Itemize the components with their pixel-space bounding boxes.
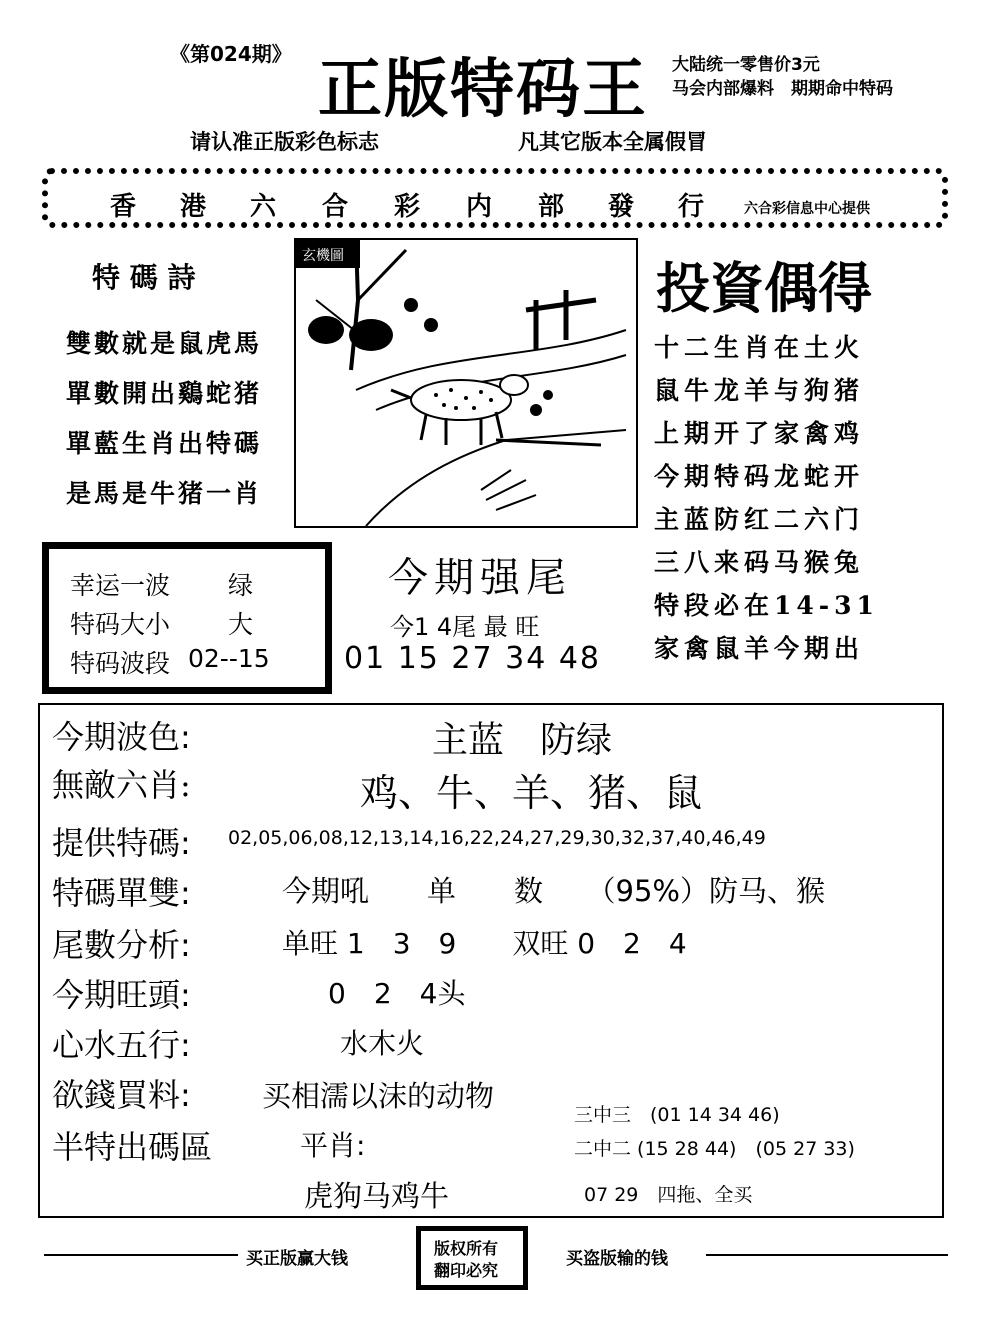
combo-two: 二中二 (15 28 44) (05 27 33) xyxy=(574,1138,855,1160)
poem-title: 特 碼 詩 xyxy=(92,261,196,294)
picture-seal-text: 玄機圖 xyxy=(302,248,344,264)
investment-title: 投資偶得 xyxy=(656,256,872,320)
lucky-value: 绿 xyxy=(228,571,254,600)
tail-analysis-value: 单旺 1 3 9 双旺 0 2 4 xyxy=(282,927,687,960)
banner-char: 香 xyxy=(110,192,137,222)
hot-head-label: 今期旺頭: xyxy=(52,976,191,1014)
flat-zodiac-value: 虎狗马鸡牛 xyxy=(304,1179,450,1213)
price-text: 大陆统一零售价3元 xyxy=(672,55,820,75)
combo-drag: 07 29 四拖、全买 xyxy=(584,1184,753,1206)
issue-number: 《第024期》 xyxy=(170,42,292,66)
lucky-value: 大 xyxy=(228,610,254,639)
lucky-label: 特码波段 xyxy=(70,649,171,678)
investment-line: 特段必在14-31 xyxy=(654,591,879,620)
strong-tail-sub: 今1 4尾 最 旺 xyxy=(390,613,540,641)
investment-line: 三八来码马猴兔 xyxy=(654,548,865,577)
lucky-label: 特码大小 xyxy=(70,610,171,639)
half-special-label: 半特出碼區 xyxy=(52,1128,213,1166)
wave-value: 主蓝 防绿 xyxy=(432,720,613,761)
banner-char: 内 xyxy=(466,192,493,222)
poem-line: 是馬是牛猪一肖 xyxy=(66,479,263,508)
strong-tail-numbers: 01 15 27 34 48 xyxy=(344,641,602,676)
lucky-label: 幸运一波 xyxy=(70,571,171,600)
strong-tail-title: 今期强尾 xyxy=(388,555,572,601)
banner-char: 港 xyxy=(180,192,207,222)
footer-divider-left xyxy=(44,1254,238,1256)
mystery-picture xyxy=(294,238,638,528)
notice-right: 凡其它版本全属假冒 xyxy=(518,130,707,154)
banner-char: 行 xyxy=(678,192,705,222)
parity-value: 今期吼 单 数 （95%）防马、猴 xyxy=(282,874,825,908)
six-zodiac-label: 無敵六肖: xyxy=(52,766,191,804)
banner-char: 六 xyxy=(250,192,277,222)
banner-char: 部 xyxy=(538,192,565,222)
poem-line: 單數開出鷄蛇猪 xyxy=(66,379,263,408)
investment-line: 今期特码龙蛇开 xyxy=(654,462,865,491)
buy-info-label: 欲錢買料: xyxy=(52,1076,191,1114)
banner-provider: 六合彩信息中心提供 xyxy=(744,201,870,217)
investment-line: 主蓝防红二六门 xyxy=(654,505,865,534)
five-elements-value: 水木火 xyxy=(340,1027,425,1060)
parity-label: 特碼單雙: xyxy=(52,874,191,912)
wave-label: 今期波色: xyxy=(52,718,191,756)
footer-left-text: 买正版赢大钱 xyxy=(246,1249,348,1269)
combo-three: 三中三 (01 14 34 46) xyxy=(574,1104,780,1126)
buy-info-value: 买相濡以沫的动物 xyxy=(262,1079,495,1113)
hot-head-value: 0 2 4头 xyxy=(328,977,466,1010)
flat-zodiac-label: 平肖: xyxy=(300,1129,366,1162)
notice-left: 请认准正版彩色标志 xyxy=(190,130,379,154)
landscape-illustration xyxy=(296,240,636,526)
page-title: 正版特码王 xyxy=(318,52,648,127)
footer-right-text: 买盗版输的钱 xyxy=(566,1249,668,1269)
five-elements-label: 心水五行: xyxy=(52,1026,191,1064)
investment-line: 鼠牛龙羊与狗猪 xyxy=(654,376,865,405)
investment-line: 十二生肖在土火 xyxy=(654,333,865,362)
investment-line: 家禽鼠羊今期出 xyxy=(654,634,865,663)
copyright-line2: 翻印必究 xyxy=(434,1261,499,1280)
poem-line: 單藍生肖出特碼 xyxy=(66,429,263,458)
special-code-value: 02,05,06,08,12,13,14,16,22,24,27,29,30,32,37,40,46,49 xyxy=(228,827,766,849)
slogan-text: 马会内部爆料 期期命中特码 xyxy=(672,79,893,99)
poem-line: 雙數就是鼠虎馬 xyxy=(66,329,263,358)
lucky-value: 02--15 xyxy=(188,644,270,673)
tail-analysis-label: 尾數分析: xyxy=(52,926,191,964)
banner-char: 合 xyxy=(322,192,349,222)
banner-char: 發 xyxy=(608,192,635,222)
investment-line: 上期开了家禽鸡 xyxy=(654,419,865,448)
six-zodiac-value: 鸡、牛、羊、猪、鼠 xyxy=(360,771,703,815)
footer-divider-right xyxy=(706,1254,948,1256)
banner-char: 彩 xyxy=(394,192,421,222)
copyright-line1: 版权所有 xyxy=(434,1239,499,1258)
special-code-label: 提供特碼: xyxy=(52,824,191,862)
